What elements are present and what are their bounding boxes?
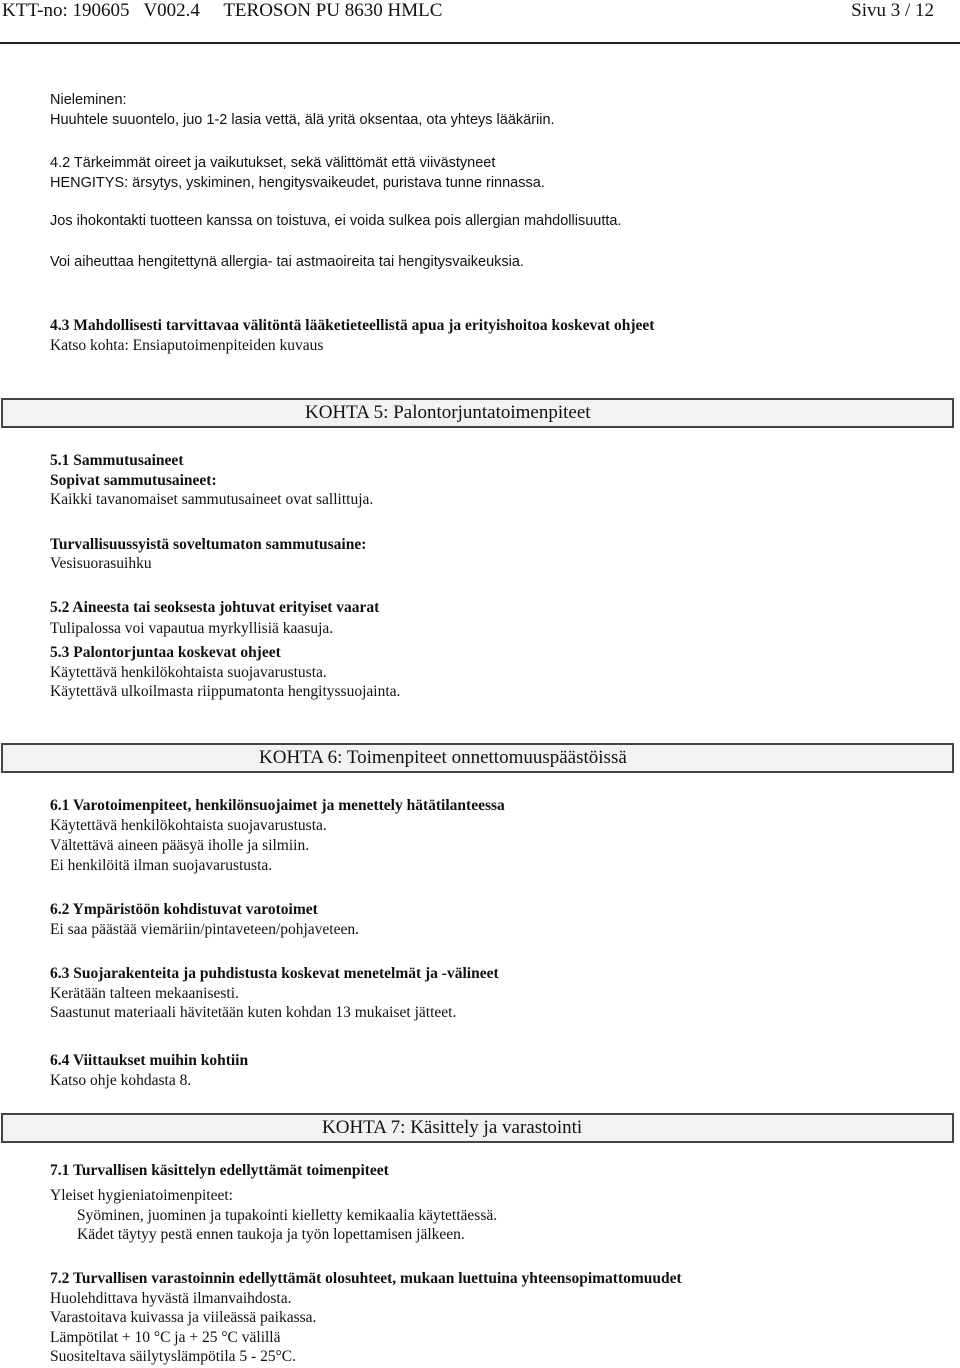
subsection-5-1-heading: 5.1 Sammutusaineet: [50, 452, 184, 469]
paragraph: Ei saa päästää viemäriin/pintaveteen/pohjaveteen.: [50, 921, 360, 938]
document-id: KTT-no: 190605 V002.4 TEROSON PU 8630 HMLC: [2, 0, 443, 21]
paragraph: Jos ihokontakti tuotteen kanssa on toistuva, ei voida sulkea pois allergian mahdollisuutta.: [50, 213, 622, 229]
section-6-title: KOHTA 6: Toimenpiteet onnettomuuspäästöissä: [259, 747, 627, 768]
subsection-7-2-heading: 7.2 Turvallisen varastoinnin edellyttämät olosuhteet, mukaan luettuina yhteensopimattomuudet: [50, 1270, 682, 1287]
page-number: Sivu 3 / 12: [851, 0, 934, 21]
section-5-title: KOHTA 5: Palontorjuntatoimenpiteet: [305, 402, 591, 423]
ingestion-text: Huuhtele suuontelo, juo 1-2 lasia vettä, älä yritä oksentaa, ota yhteys lääkäriin.: [50, 112, 555, 128]
subheading: Yleiset hygieniatoimenpiteet:: [50, 1187, 233, 1204]
paragraph: Huolehdittava hyvästä ilmanvaihdosta.: [50, 1290, 292, 1307]
paragraph: Saastunut materiaali hävitetään kuten kohdan 13 mukaiset jätteet.: [50, 1004, 457, 1021]
subsection-4-3-heading: 4.3 Mahdollisesti tarvittavaa välitöntä lääketieteellistä apua ja erityishoitoa koskevat ohjeet: [50, 317, 655, 334]
paragraph: Katso kohta: Ensiaputoimenpiteiden kuvaus: [50, 337, 324, 354]
paragraph: Voi aiheuttaa hengitettynä allergia- tai astmaoireita tai hengitysvaikeuksia.: [50, 254, 524, 270]
paragraph: Kaikki tavanomaiset sammutusaineet ovat sallittuja.: [50, 491, 374, 508]
list-item: Syöminen, juominen ja tupakointi kielletty kemikaalia käytettäessä.: [77, 1207, 498, 1224]
subsection-6-1-heading: 6.1 Varotoimenpiteet, henkilönsuojaimet ja menettely hätätilanteessa: [50, 797, 505, 814]
paragraph: Vältettävä aineen pääsyä iholle ja silmiin.: [50, 837, 310, 854]
subsection-4-2-heading: 4.2 Tärkeimmät oireet ja vaikutukset, sekä välittömät että viivästyneet: [50, 155, 496, 171]
subsection-6-3-heading: 6.3 Suojarakenteita ja puhdistusta koskevat menetelmät ja -välineet: [50, 965, 499, 982]
subheading: Sopivat sammutusaineet:: [50, 472, 217, 489]
paragraph: Katso ohje kohdasta 8.: [50, 1072, 192, 1089]
section-7-banner: [1, 1113, 954, 1143]
subsection-7-1-heading: 7.1 Turvallisen käsittelyn edellyttämät toimenpiteet: [50, 1162, 389, 1179]
paragraph: Kerätään talteen mekaanisesti.: [50, 985, 239, 1002]
header-divider: [0, 42, 960, 44]
paragraph: Käytettävä henkilökohtaista suojavarustusta.: [50, 817, 327, 834]
paragraph: Vesisuorasuihku: [50, 555, 152, 572]
subsection-5-2-heading: 5.2 Aineesta tai seoksesta johtuvat erityiset vaarat: [50, 599, 380, 616]
paragraph: HENGITYS: ärsytys, yskiminen, hengitysvaikeudet, puristava tunne rinnassa.: [50, 175, 545, 191]
paragraph: Ei henkilöitä ilman suojavarustusta.: [50, 857, 273, 874]
section-6-banner: [1, 743, 954, 773]
paragraph: Käytettävä ulkoilmasta riippumatonta hengityssuojainta.: [50, 683, 401, 700]
subsection-6-2-heading: 6.2 Ympäristöön kohdistuvat varotoimet: [50, 901, 318, 918]
paragraph: Varastoitava kuivassa ja viileässä paikassa.: [50, 1309, 317, 1326]
paragraph: Lämpötilat + 10 °C ja + 25 °C välillä: [50, 1329, 281, 1346]
paragraph: Tulipalossa voi vapautua myrkyllisiä kaasuja.: [50, 620, 334, 637]
ingestion-label: Nieleminen:: [50, 92, 127, 108]
paragraph: Käytettävä henkilökohtaista suojavarustusta.: [50, 664, 327, 681]
subsection-5-3-heading: 5.3 Palontorjuntaa koskevat ohjeet: [50, 644, 281, 661]
page-header: [0, 0, 960, 22]
section-7-title: KOHTA 7: Käsittely ja varastointi: [322, 1117, 583, 1138]
subheading: Turvallisuussyistä soveltumaton sammutusaine:: [50, 536, 367, 553]
subsection-6-4-heading: 6.4 Viittaukset muihin kohtiin: [50, 1052, 249, 1069]
section-5-banner: [1, 398, 954, 428]
list-item: Kädet täytyy pestä ennen taukoja ja työn lopettamisen jälkeen.: [77, 1226, 465, 1243]
paragraph: Suositeltava säilytyslämpötila 5 - 25°C.: [50, 1348, 296, 1365]
